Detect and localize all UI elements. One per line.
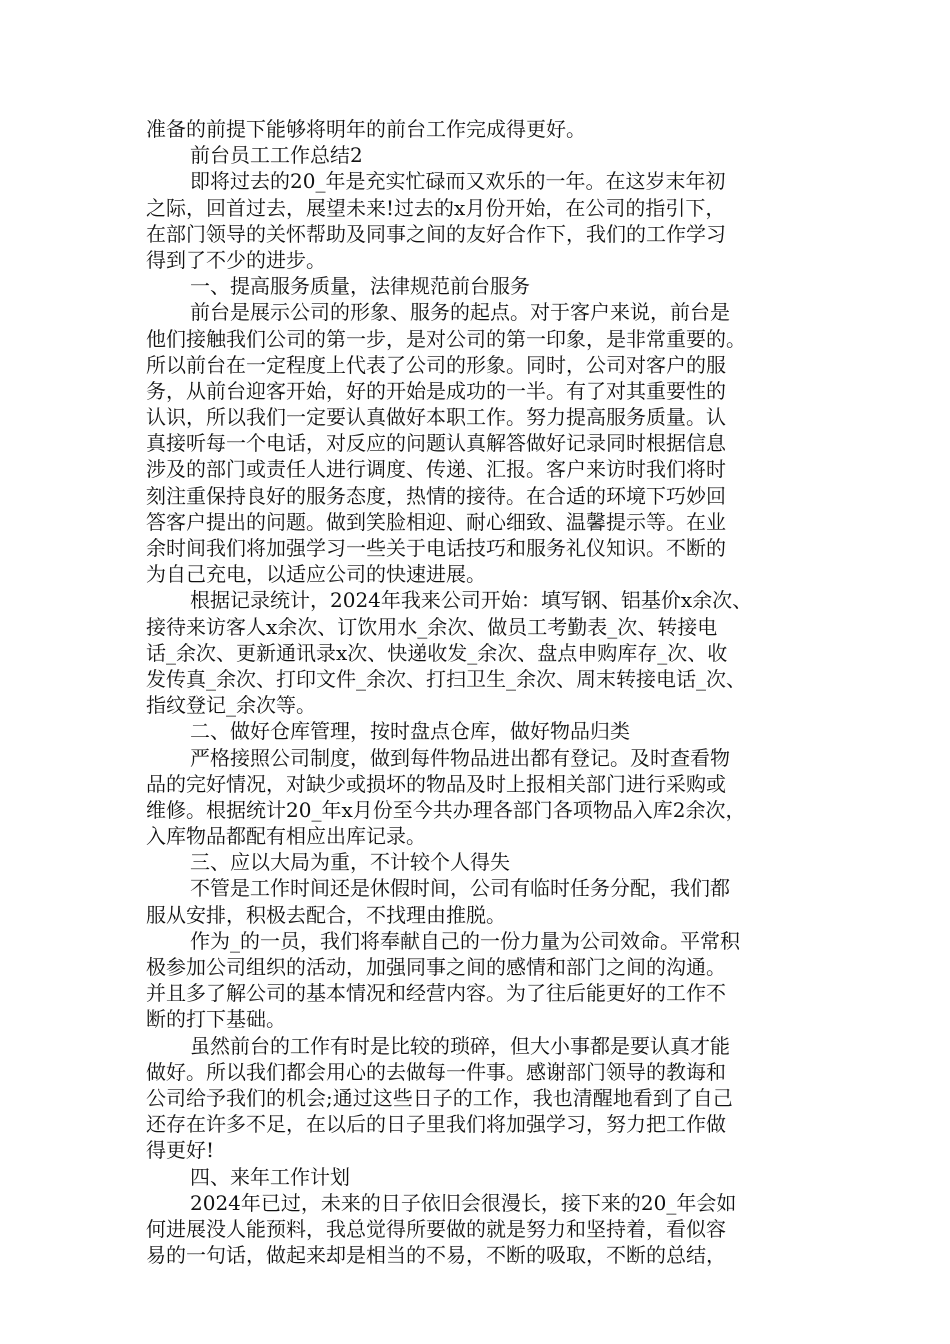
text-line: 极参加公司组织的活动，加强同事之间的感情和部门之间的沟通。 bbox=[146, 955, 726, 979]
text-line: 前台员工工作总结2 bbox=[190, 143, 363, 168]
text-line: 前台是展示公司的形象、服务的起点。对于客户来说，前台是 bbox=[190, 300, 730, 325]
text-line: 何进展没人能预料，我总觉得所要做的就是努力和坚持着，看似容 bbox=[146, 1216, 726, 1241]
text-line: 品的完好情况，对缺少或损坏的物品及时上报相关部门进行采购或 bbox=[146, 771, 726, 796]
text-line: 余时间我们将加强学习一些关于电话技巧和服务礼仪知识。不断的 bbox=[146, 536, 726, 560]
text-line: 虽然前台的工作有时是比较的琐碎，但大小事都是要认真才能 bbox=[190, 1033, 730, 1058]
text-line: 作为_的一员，我们将奉献自己的一份力量为公司效命。平常积 bbox=[190, 928, 740, 953]
text-line: 他们接触我们公司的第一步，是对公司的第一印象，是非常重要的。 bbox=[146, 326, 746, 351]
text-line: 一、提高服务质量，法律规范前台服务 bbox=[190, 274, 530, 299]
text-line: 话_余次、更新通讯录x次、快递收发_余次、盘点申购库存_次、收 bbox=[146, 640, 728, 665]
text-line: 还存在许多不足，在以后的日子里我们将加强学习，努力把工作做 bbox=[146, 1112, 726, 1137]
text-line: 维修。根据统计20_年x月份至今共办理各部门各项物品入库2余次， bbox=[146, 797, 746, 822]
text-line: 涉及的部门或责任人进行调度、传递、汇报。客户来访时我们将时 bbox=[146, 457, 726, 482]
text-line: 真接听每一个电话，对反应的问题认真解答做好记录同时根据信息 bbox=[146, 431, 726, 456]
text-line: 公司给予我们的机会;通过这些日子的工作，我也清醒地看到了自己 bbox=[146, 1085, 733, 1110]
text-line: 做好。所以我们都会用心的去做每一件事。感谢部门领导的教诲和 bbox=[146, 1059, 726, 1084]
text-line: 答客户提出的问题。做到笑脸相迎、耐心细致、温馨提示等。在业 bbox=[146, 509, 726, 534]
text-line: 入库物品都配有相应出库记录。 bbox=[146, 824, 426, 849]
text-line: 得到了不少的进步。 bbox=[146, 247, 326, 272]
text-line: 得更好! bbox=[146, 1138, 215, 1163]
text-line: 并且多了解公司的基本情况和经营内容。为了往后能更好的工作不 bbox=[146, 981, 726, 1006]
text-line: 发传真_余次、打印文件_余次、打扫卫生_余次、周末转接电话_次、 bbox=[146, 666, 746, 691]
text-line: 指纹登记_余次等。 bbox=[146, 693, 316, 718]
text-line: 所以前台在一定程度上代表了公司的形象。同时，公司对客户的服 bbox=[146, 352, 726, 377]
text-line: 三、应以大局为重，不计较个人得失 bbox=[190, 850, 510, 875]
text-line: 务，从前台迎客开始，好的开始是成功的一半。有了对其重要性的 bbox=[146, 378, 726, 403]
text-line: 根据记录统计，2024年我来公司开始：填写钢、铝基价x余次、 bbox=[190, 588, 753, 613]
document-body bbox=[146, 116, 806, 1268]
text-line: 不管是工作时间还是休假时间，公司有临时任务分配，我们都 bbox=[190, 876, 730, 901]
text-line: 断的打下基础。 bbox=[146, 1007, 286, 1032]
text-line: 二、做好仓库管理，按时盘点仓库，做好物品归类 bbox=[190, 719, 630, 744]
text-line: 为自己充电，以适应公司的快速进展。 bbox=[146, 562, 486, 587]
text-line: 易的一句话，做起来却是相当的不易，不断的吸取，不断的总结， bbox=[146, 1243, 726, 1268]
text-line: 在部门领导的关怀帮助及同事之间的友好合作下，我们的工作学习 bbox=[146, 221, 726, 246]
text-line: 接待来访客人x余次、订饮用水_余次、做员工考勤表_次、转接电 bbox=[146, 614, 718, 639]
text-line: 即将过去的20_年是充实忙碌而又欢乐的一年。在这岁末年初 bbox=[190, 169, 726, 194]
text-line: 四、来年工作计划 bbox=[190, 1164, 350, 1189]
text-line: 认识，所以我们一定要认真做好本职工作。努力提高服务质量。认 bbox=[146, 405, 726, 430]
text-line: 2024年已过，未来的日子依旧会很漫长，接下来的20_年会如 bbox=[190, 1190, 737, 1215]
text-line: 准备的前提下能够将明年的前台工作完成得更好。 bbox=[146, 117, 586, 141]
text-line: 服从安排，积极去配合，不找理由推脱。 bbox=[146, 902, 506, 927]
text-line: 刻注重保持良好的服务态度，热情的接待。在合适的环境下巧妙回 bbox=[146, 483, 726, 508]
text-line: 之际，回首过去，展望未来!过去的x月份开始，在公司的指引下， bbox=[146, 195, 726, 220]
text-line: 严格接照公司制度，做到每件物品进出都有登记。及时查看物 bbox=[190, 745, 730, 770]
